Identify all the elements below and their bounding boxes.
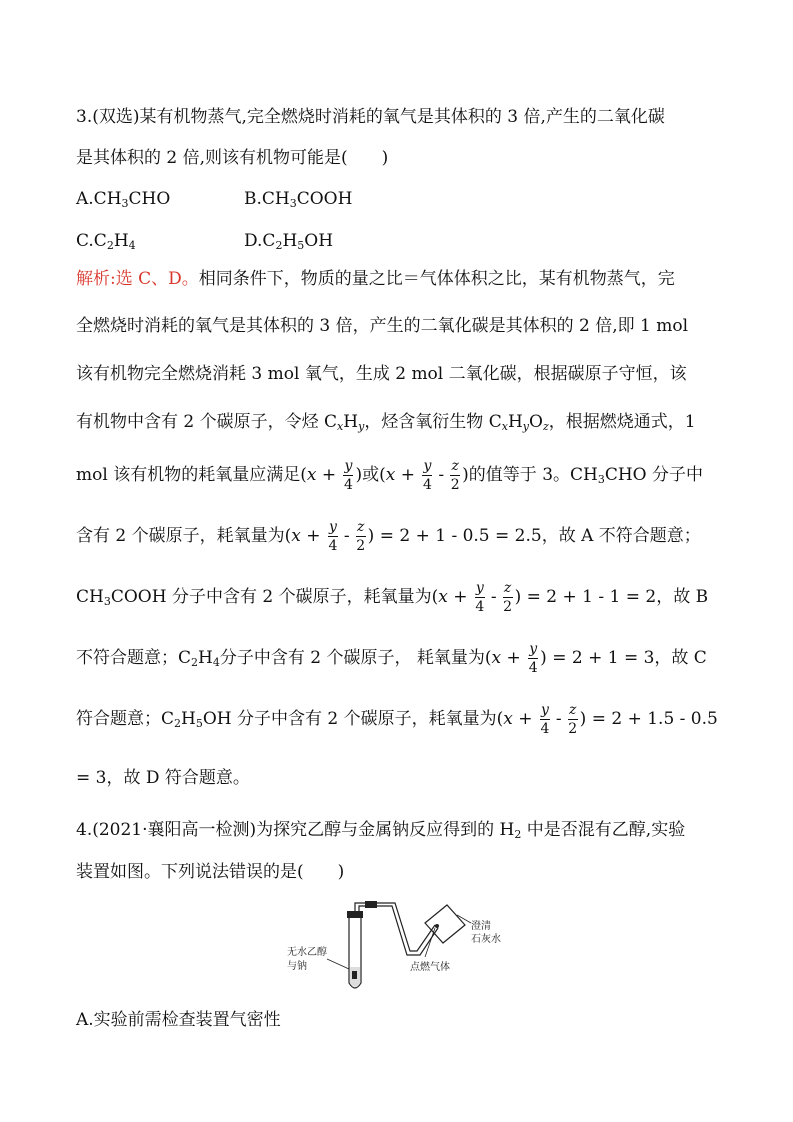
q3-option-d: $D.C_2H_5OH$ [244,231,334,252]
fraction-z-2: $\frac{z}{2}$ [356,519,366,554]
q4-stem-line2: 装置如图。下列说法错误的是( ) [76,862,345,882]
label-ethanol-sodium-1: 无水乙醇 [287,947,327,958]
fraction-y-4: $\frac{y}{4}$ [540,702,550,737]
label-ignite-gas: 点燃气体 [410,962,450,973]
fraction-y-4: $\frac{y}{4}$ [328,519,338,554]
sodium-piece [352,971,357,979]
q4-stem-line1: 4.(2021·襄阳高一检测)为探究乙醇与金属钠反应得到的 $H_2$ 中是否混有乙醇,实验 [76,820,686,841]
rubber-stopper [347,911,363,918]
fraction-y-4: $\frac{y}{4}$ [528,641,538,676]
q3-option-a: $A.CH_3CHO$ [76,189,171,210]
q4-option-a: A.实验前需检查装置气密性 [76,1010,281,1030]
fraction-z-2: $\frac{z}{2}$ [503,580,513,615]
label-limewater-2: 石灰水 [471,934,501,945]
fraction-y-4: $\frac{y}{4}$ [344,458,353,493]
delivery-tube [355,903,435,951]
fraction-z-2: $\frac{z}{2}$ [450,458,460,493]
tube-connector [365,901,377,908]
analysis-line4: 有机物中含有 2 个碳原子，令烃 $C_xH_y$，烃含氧衍生物 $C_xH_yO_z$，根据燃烧通式，1 [76,412,696,433]
q3-option-b: $B.CH_3COOH$ [244,189,353,210]
analysis-line5: mol 该有机物的耗氧量应满足(x + $\frac{y}{4}$ )或(x + $\frac{y}{4}$ - $\frac{z}{2}$ )的值等于 3。$CH_3CHO$ 分子中 [76,458,704,493]
apparatus-diagram [285,895,505,995]
analysis-line2: 全燃烧时消耗的氧气是其体积的 3 倍，产生的二氧化碳是其体积的 2 倍,即 1 mol [76,316,689,336]
analysis-line10: = 3，故 D 符合题意。 [76,768,250,788]
analysis-line6: 含有 2 个碳原子，耗氧量为(x + $\frac{y}{4}$ - $\frac{z}{2}$ ) = 2 + 1 - 0.5 = 2.5，故 A 不符合题意； [76,519,701,554]
q3-stem-line1: 3.(双选)某有机物蒸气,完全燃烧时消耗的氧气是其体积的 3 倍,产生的二氧化碳 [76,107,665,127]
analysis-line7: $CH_3COOH$ 分子中含有 2 个碳原子，耗氧量为(x + $\frac{y}{4}$ - $\frac{z}{2}$ ) = 2 + 1 - 1 = 2，故 B [76,580,709,615]
label-ethanol-sodium-2: 与钠 [287,961,307,972]
analysis-line9: 符合题意；$C_2H_5OH$ 分子中含有 2 个碳原子，耗氧量为(x + $\frac{y}{4}$ - $\frac{z}{2}$ ) = 2 + 1.5 - 0.5 [76,702,718,737]
flame [435,924,439,928]
analysis-label: 解析:选 C、D。 [76,269,199,289]
analysis-line3: 该有机物完全燃烧消耗 3 mol 氧气，生成 2 mol 二氧化碳，根据碳原子守恒，该 [76,364,687,384]
fraction-z-2: $\frac{z}{2}$ [568,702,578,737]
inverted-beaker [425,905,465,943]
fraction-y-4: $\frac{y}{4}$ [475,580,485,615]
q3-option-c: $C.C_2H_4$ [76,231,136,252]
analysis-line1: 解析:选 C、D。相同条件下，物质的量之比＝气体体积之比，某有机物蒸气，完 [76,269,675,289]
q3-stem-line2: 是其体积的 2 倍,则该有机物可能是( ) [76,148,389,168]
label-limewater-1: 澄清 [471,921,491,932]
fraction-y-4: $\frac{y}{4}$ [422,458,432,493]
analysis-line8: 不符合题意；$C_2H_4$分子中含有 2 个碳原子， 耗氧量为(x + $\frac{y}{4}$ ) = 2 + 1 = 3，故 C [76,641,707,676]
